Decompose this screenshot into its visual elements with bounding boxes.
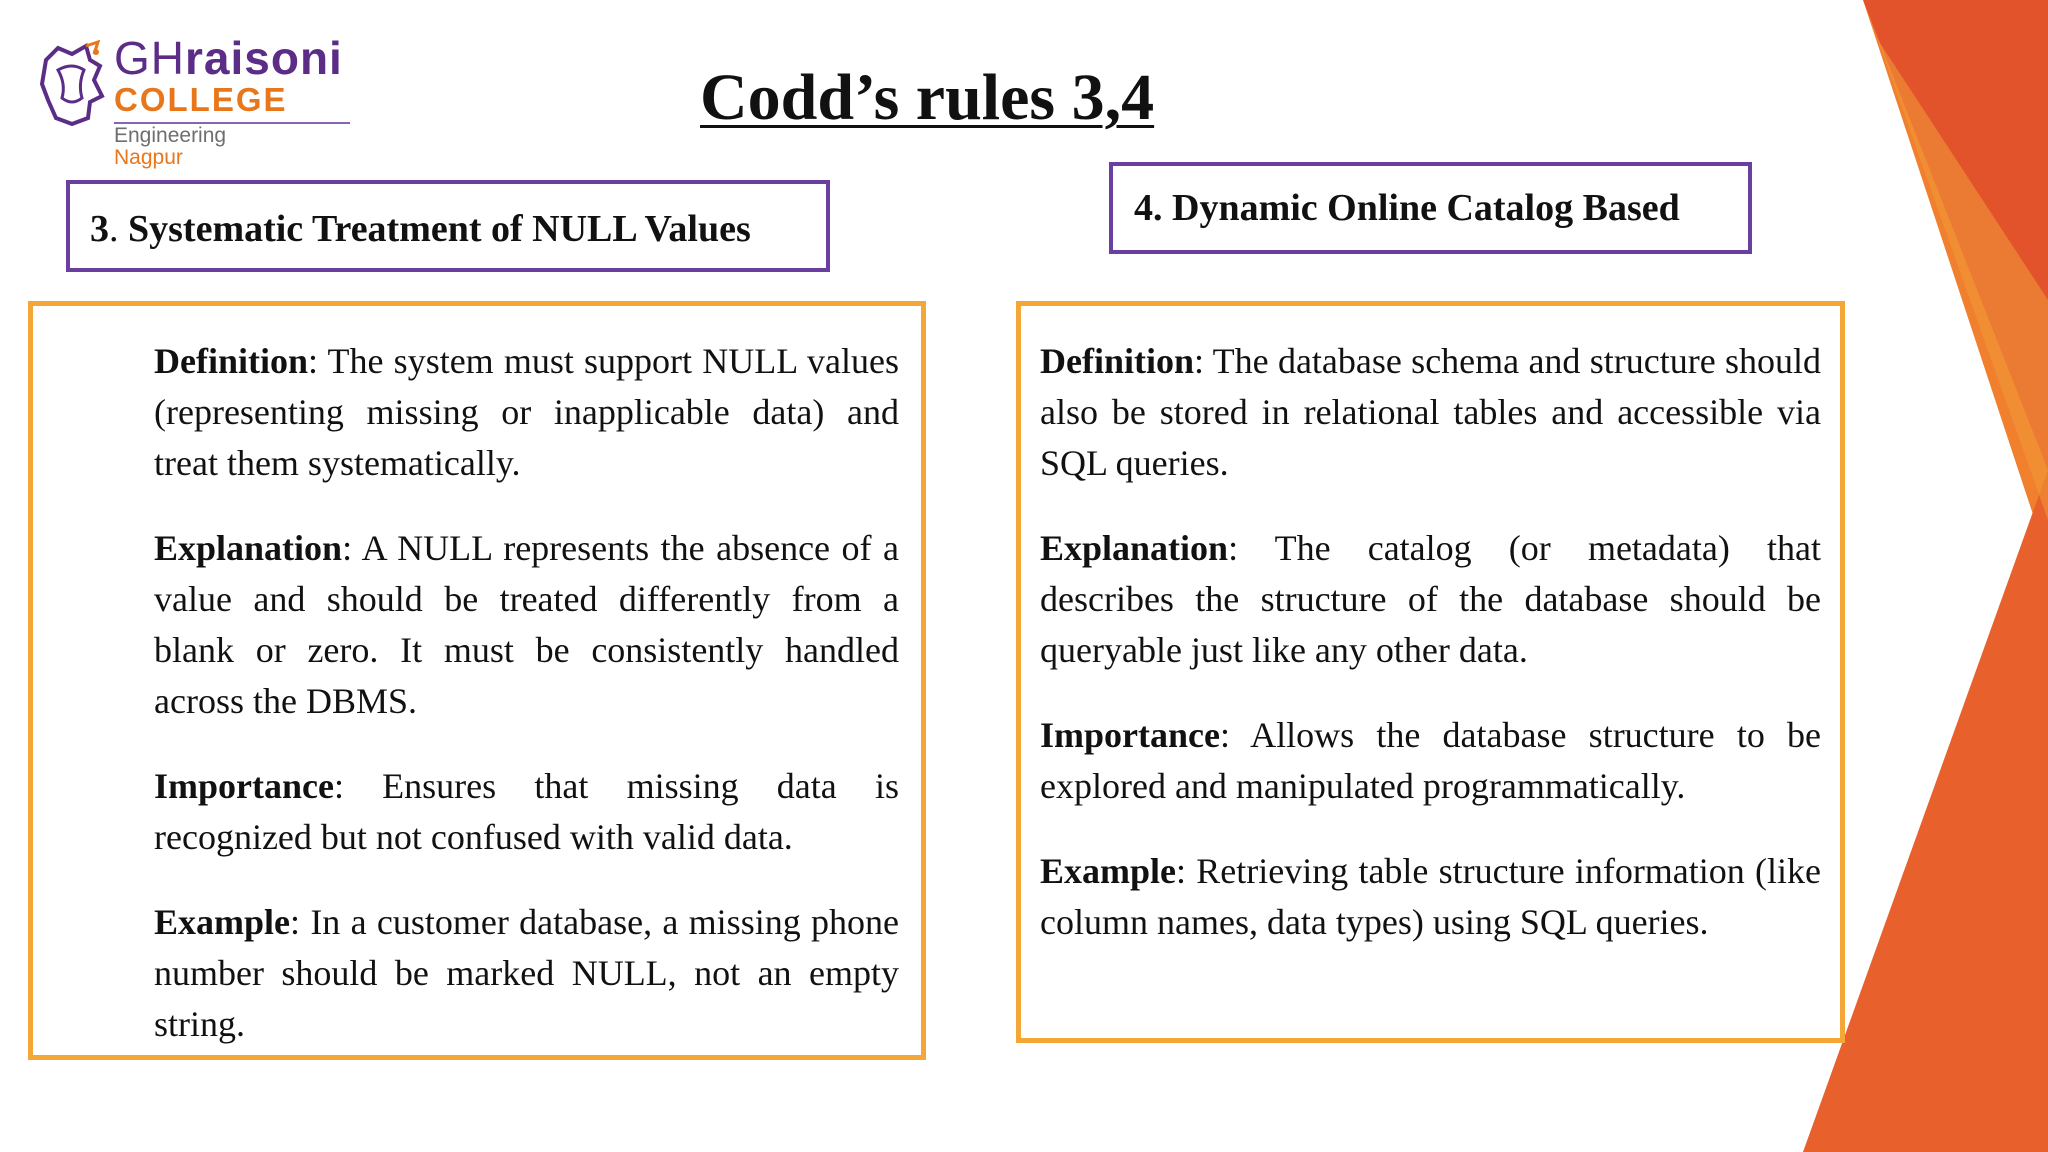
rule4-heading: 4. Dynamic Online Catalog Based [1134,187,1680,229]
rule4-definition [1040,336,1821,489]
rule3-heading-number: 3 [90,208,109,250]
rule4-example [1040,846,1821,948]
logo-engineering-text: Engineering [114,124,227,147]
rule3-card [28,301,926,1060]
lion-emblem-icon [38,40,108,130]
rule3-explanation-text: : A NULL represents the absence of a value and should be treated differently from a blank or zero. It must be consistently handled across the DBMS. [154,528,899,721]
rule3-importance [154,761,899,863]
logo-college-text: COLLEGE [114,81,288,118]
logo-nagpur-text: Nagpur [114,146,183,169]
college-logo [30,30,360,180]
logo-raisoni-text: raisoni [185,32,343,84]
rule3-example-text: : In a customer database, a missing phone number should be marked NULL, not an empty string. [154,902,899,1044]
rule3-heading-dot: . [109,208,119,250]
rule4-importance-text: : Allows the database structure to be explored and manipulated programmatically. [1040,715,1821,806]
rule4-importance-label: Importance [1040,715,1220,755]
rule3-definition-text: : The system must support NULL values (representing missing or inapplicable data) and treat them systematically. [154,341,899,483]
rule3-example-label: Example [154,902,291,942]
rule4-example-label: Example [1040,851,1177,891]
rule3-example [154,897,899,1050]
rule3-heading [90,207,751,251]
rule3-definition-label: Definition [154,341,309,381]
rule3-heading-text: Systematic Treatment of NULL Values [118,208,751,250]
rule4-definition-text: : The database schema and structure should also be stored in relational tables and accessible via SQL queries. [1040,341,1821,483]
rule4-definition-label: Definition [1040,341,1195,381]
rule3-importance-label: Importance [154,766,334,806]
logo-gh-text: GH [114,32,185,84]
rule4-explanation-text: : The catalog (or metadata) that describes the structure of the database should be queryable just like any other data. [1040,528,1821,670]
rule4-heading-box [1109,162,1752,254]
logo-wordmark [114,32,343,84]
rule4-explanation [1040,523,1821,676]
rule3-importance-text: : Ensures that missing data is recognized but not confused with valid data. [154,766,899,857]
rule4-explanation-label: Explanation [1040,528,1229,568]
rule3-definition [154,336,899,489]
rule4-example-text: : Retrieving table structure information (like column names, data types) using SQL queries. [1040,851,1821,942]
rule4-importance [1040,710,1821,812]
rule4-card [1016,301,1845,1043]
rule3-explanation-label: Explanation [154,528,343,568]
slide-title: Codd’s rules 3,4 [700,61,1155,134]
rule3-explanation [154,523,899,727]
rule3-heading-box [66,180,830,272]
